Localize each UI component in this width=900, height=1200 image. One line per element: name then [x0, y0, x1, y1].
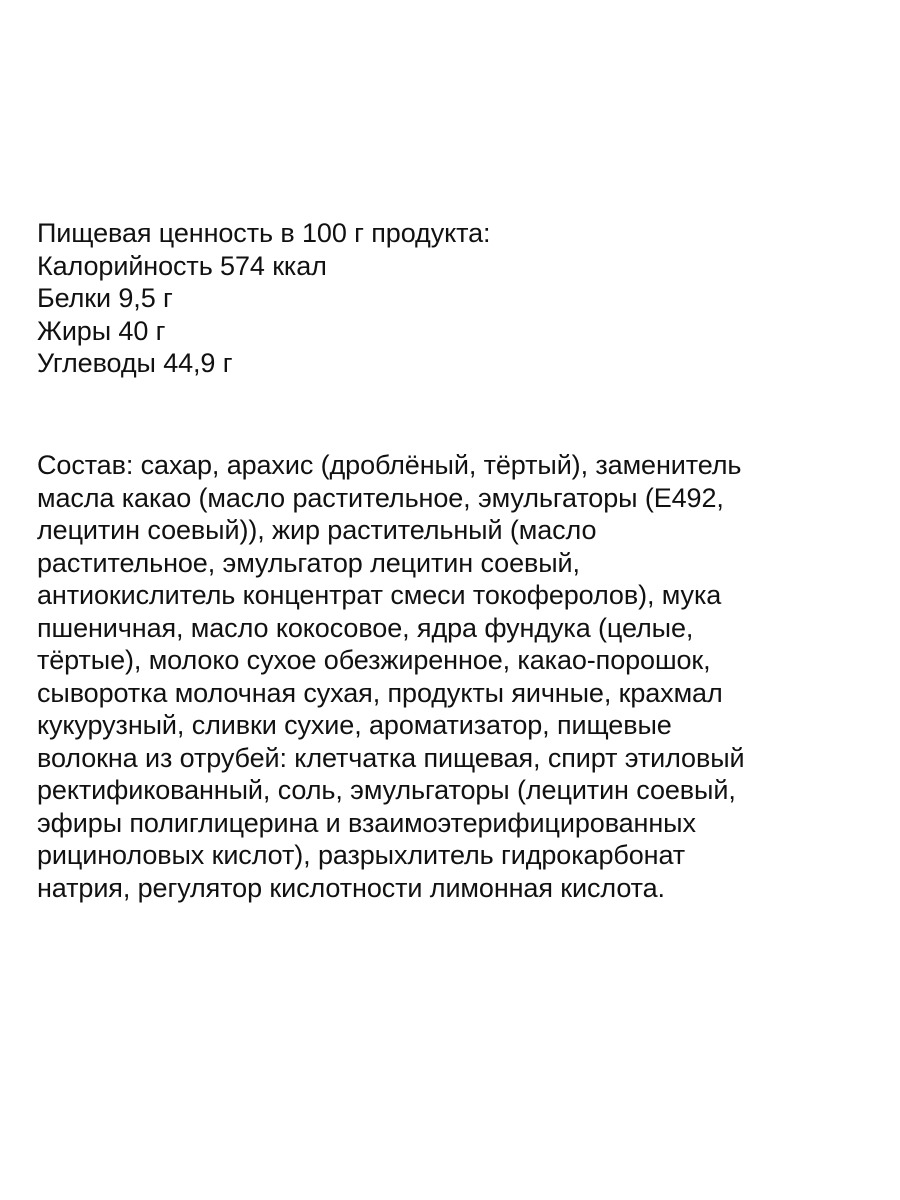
ingredients-line: антиокислитель концентрат смеси токоферолов), мука: [37, 580, 722, 610]
ingredients-line: растительное, эмульгатор лецитин соевый,: [37, 547, 580, 578]
ingredients-line: рициноловых кислот), разрыхлитель гидрокарбонат: [37, 840, 686, 870]
ingredients-paragraph: [37, 449, 867, 904]
ingredients-line: эфиры полиглицерина и взаимоэтерифицированных: [37, 807, 696, 838]
calories-line: Калорийность 574 ккал: [37, 250, 327, 281]
ingredients-line: лецитин соевый)), жир растительный (масло: [37, 515, 597, 545]
ingredients-line: волокна из отрубей: клетчатка пищевая, спирт этиловый: [37, 742, 745, 773]
ingredients-line: пшеничная, масло кокосовое, ядра фундука (целые,: [37, 612, 694, 643]
ingredients-line: натрия, регулятор кислотности лимонная кислота.: [37, 872, 665, 903]
fat-line: Жиры 40 г: [37, 315, 166, 346]
ingredients-line: сыворотка молочная сухая, продукты яичные, крахмал: [37, 677, 723, 708]
ingredients-line: ректификованный, соль, эмульгаторы (лецитин соевый,: [37, 775, 736, 805]
protein-line: Белки 9,5 г: [37, 283, 173, 313]
ingredients-line: кукурузный, сливки сухие, ароматизатор, пищевые: [37, 710, 672, 740]
nutrition-heading: Пищевая ценность в 100 г продукта:: [37, 218, 491, 248]
ingredients-line: тёртые), молоко сухое обезжиренное, какао-порошок,: [37, 645, 711, 675]
nutrition-facts: [37, 217, 867, 380]
ingredients-line: масла какао (масло растительное, эмульгаторы (Е492,: [37, 482, 724, 513]
carbohydrates-line: Углеводы 44,9 г: [37, 348, 233, 378]
ingredients-line: Состав: сахар, арахис (дроблёный, тёртый), заменитель: [37, 450, 742, 480]
